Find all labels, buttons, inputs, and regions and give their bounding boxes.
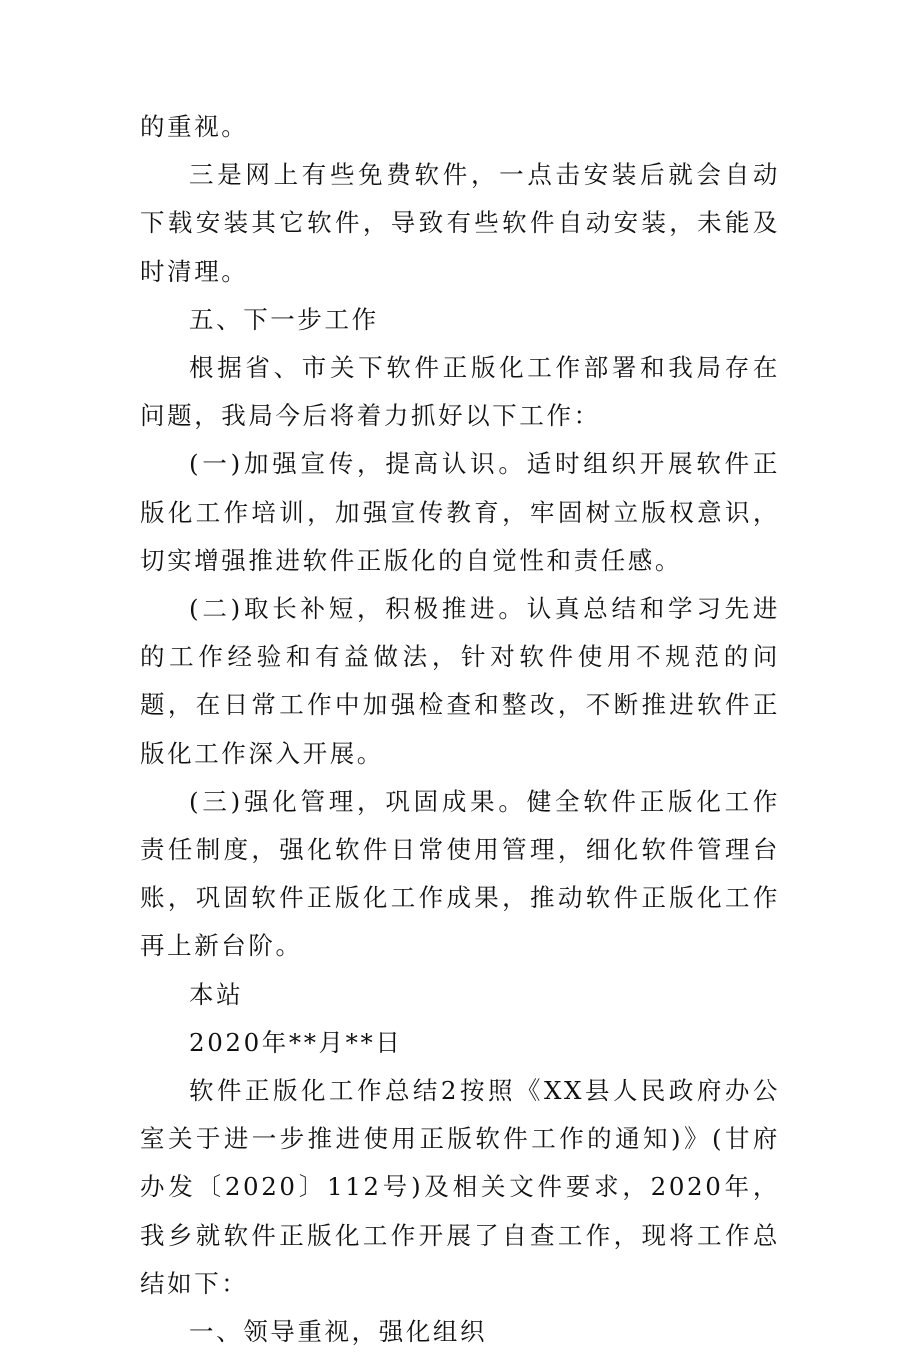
paragraph-3: 根据省、市关下软件正版化工作部署和我局存在问题，我局今后将着力抓好以下工作： bbox=[140, 353, 780, 431]
section-heading-5: 五、下一步工作 bbox=[189, 304, 379, 334]
section-heading-1: 一、领导重视，强化组织 bbox=[189, 1317, 488, 1347]
signature-date: 2020年**月**日 bbox=[189, 1027, 403, 1057]
paragraph-item-2: (二)取长补短，积极推进。认真总结和学习先进的工作经验和有益做法，针对软件使用不规范的问题，在日常工作中加强检查和整改，不断推进软件正版化工作深入开展。 bbox=[140, 594, 780, 768]
paragraph-4: 软件正版化工作总结2按照《XX县人民政府办公室关于进一步推进使用正版软件工作的通知)》(甘府办发〔2020〕112号)及相关文件要求，2020年，我乡就软件正版化工作开展了自查工作，现将工作总结如下： bbox=[140, 1076, 780, 1298]
paragraph-item-3: (三)强化管理，巩固成果。健全软件正版化工作责任制度，强化软件日常使用管理，细化软件管理台账，巩固软件正版化工作成果，推动软件正版化工作再上新台阶。 bbox=[140, 786, 780, 961]
paragraph-1: 的重视。 bbox=[140, 112, 249, 141]
signature-org: 本站 bbox=[189, 979, 244, 1009]
document-body bbox=[140, 103, 780, 1356]
paragraph-item-1: (一)加强宣传，提高认识。适时组织开展软件正版化工作培训，加强宣传教育，牢固树立版权意识，切实增强推进软件正版化的自觉性和责任感。 bbox=[140, 449, 780, 575]
paragraph-2: 三是网上有些免费软件，一点击安装后就会自动下载安装其它软件，导致有些软件自动安装，未能及时清理。 bbox=[140, 160, 780, 286]
